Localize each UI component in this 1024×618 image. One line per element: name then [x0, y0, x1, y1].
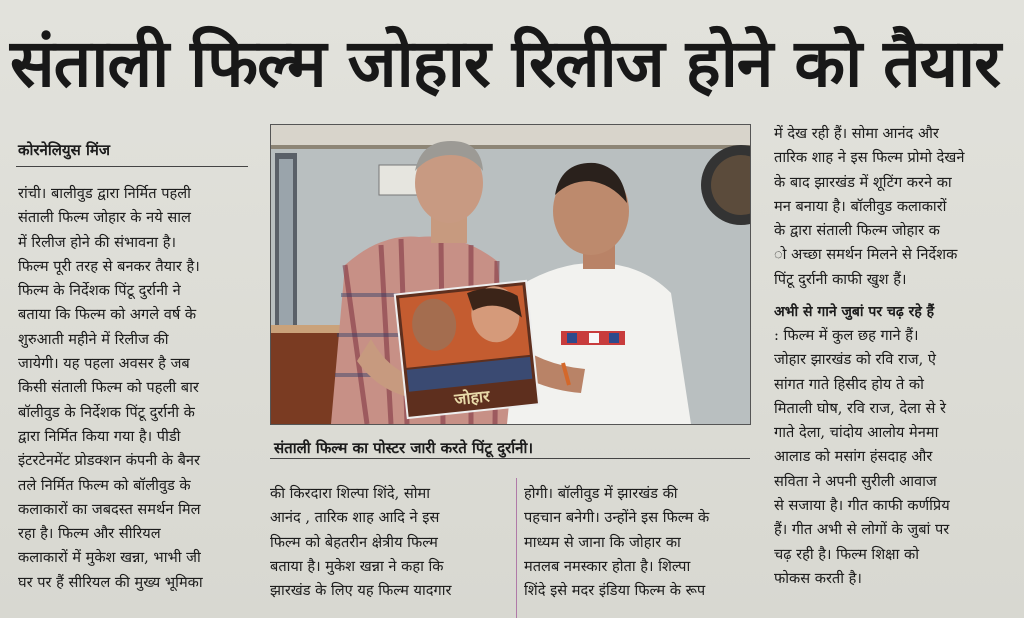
article-subhead: अभी से गाने जुबां पर चढ़ रहे हैं: [774, 304, 935, 320]
news-photo: [270, 124, 751, 425]
article-column-4-top: में देख रही हैं। सोमा आनंद और तारिक शाह ने इस फिल्म प्रोमो देखने के बाद झारखंड में शूटिंग करने का मन बनाया है। बॉलीवुड कलाकारों के द्वारा संताली फिल्म जोहार क ो अच्छा समर्थन मिलने से निर्देशक पिंटू दुर्रानी काफी खुश हैं।: [774, 125, 965, 288]
photo-caption: संताली फिल्म का पोस्टर जारी करते पिंटू दुर्रानी।: [274, 439, 534, 457]
article-column-3: होगी। बॉलीवुड में झारखंड की पहचान बनेगी। उन्होंने इस फिल्म के माध्यम से जाना कि जोहार का मतलब नमस्कार होता है। शिल्पा शिंदे इसे मदर इंडिया फिल्म के रूप: [524, 485, 710, 600]
article-column-1: रांची। बालीवुड द्वारा निर्मित पहली संताली फिल्म जोहार के नये साल में रिलीज होने की संभावना है। फिल्म पूरी तरह से बनकर तैयार है। फिल्म के निर्देशक पिंटू दुर्रानी ने बताया कि फिल्म को अगले वर्ष के शुरुआती महीने में रिलीज की जायेगी। यह पहला अवसर है जब किसी संताली फिल्म को पहली बार बॉलीवुड के निर्देशक पिंटू दुर्रानी के द्वारा निर्मित किया गया है। पीडी इंटरटेनमेंट प्रोडक्शन कंपनी के बैनर तले निर्मित फिल्म को बॉलीवुड के कलाकारों का जबदस्त समर्थन मिल रहा है। फिल्म और सीरियल कलाकारों में मुकेश खन्ना, भाभी जी घर पर हैं सीरियल की मुख्य भूमिका: [18, 185, 203, 591]
column-divider: [516, 478, 517, 618]
poster-title: जोहार: [453, 386, 491, 409]
article-column-4-bottom: : फिल्म में कुल छह गाने हैं। जोहार झारखंड को रवि राज, ऐ सांगत गाते हिसीद होय ते को मिताली घोष, रवि राज, देला से रे गाते देला, चांदोय आलोय मेनमा आलाड को मसांग हंसदाह और सविता ने अपनी सुरीली आवाज से सजाया है। गीत काफी कर्णप्रिय हैं। गीत अभी से लोगों के जुबां पर चढ़ रही है। फिल्म शिक्षा को फोकस करती है।: [774, 327, 950, 587]
article-column-2: की किरदारा शिल्पा शिंदे, सोमा आनंद , तारिक शाह आदि ने इस फिल्म को बेहतरीन क्षेत्रीय फिल्म बताया है। मुकेश खन्ना ने कहा कि झारखंड के लिए यह फिल्म यादगार: [270, 485, 452, 600]
caption-rule: [270, 458, 750, 459]
headline: संताली फिल्म जोहार रिलीज होने को तैयार: [10, 25, 1001, 102]
byline-rule: [16, 166, 248, 167]
photo-illustration: [271, 125, 750, 424]
byline: कोरनेलियुस मिंज: [18, 141, 110, 159]
